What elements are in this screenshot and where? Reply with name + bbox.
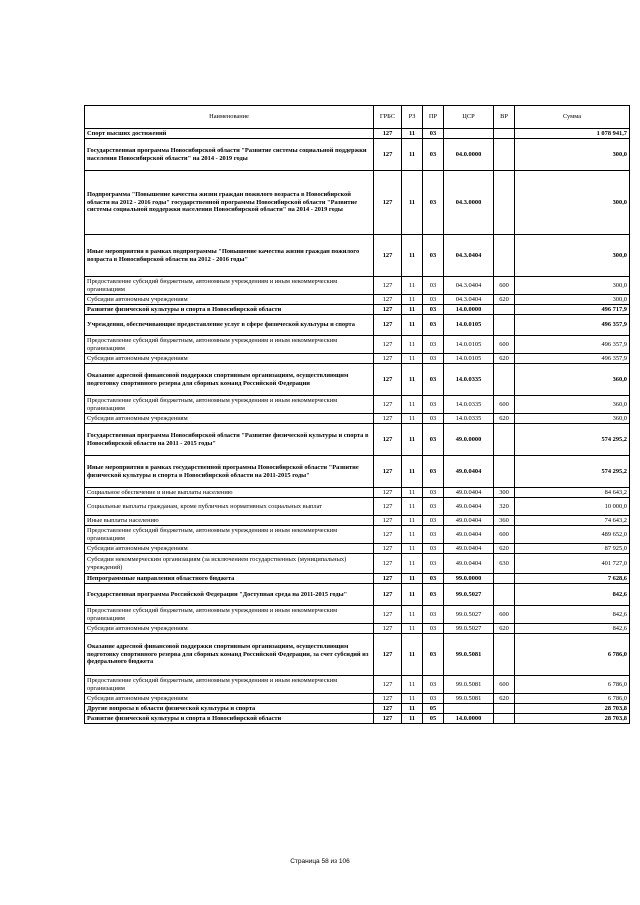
header-vr: ВР <box>494 106 515 129</box>
row-vr <box>494 235 515 277</box>
table-row <box>85 676 630 694</box>
row-vr: 620 <box>494 295 515 305</box>
row-sum: 360,0 <box>515 364 630 396</box>
row-pr: 03 <box>423 584 444 606</box>
row-grbs: 127 <box>374 424 402 456</box>
row-vr: 600 <box>494 676 515 694</box>
row-csr: 49.0.0404 <box>444 526 494 544</box>
row-vr <box>494 129 515 139</box>
row-csr: 49.0.0404 <box>444 554 494 574</box>
table-row <box>85 171 630 235</box>
row-grbs: 127 <box>374 277 402 295</box>
row-pr: 03 <box>423 488 444 498</box>
row-name: Спорт высших достижений <box>85 129 374 139</box>
row-vr <box>494 305 515 315</box>
table-row <box>85 606 630 624</box>
row-csr: 14.0.0000 <box>444 305 494 315</box>
row-sum: 574 295,2 <box>515 456 630 488</box>
table-row <box>85 235 630 277</box>
row-vr <box>494 584 515 606</box>
row-rz: 11 <box>402 414 423 424</box>
table-row <box>85 704 630 714</box>
row-sum: 6 786,0 <box>515 634 630 676</box>
row-rz: 11 <box>402 544 423 554</box>
row-name: Предоставление субсидий бюджетным, автономным учреждениям и иным некоммерческим организациям <box>85 396 374 414</box>
row-rz: 11 <box>402 694 423 704</box>
row-name: Развитие физической культуры и спорта в Новосибирской области <box>85 714 374 724</box>
row-vr: 600 <box>494 277 515 295</box>
row-rz: 11 <box>402 364 423 396</box>
table-row <box>85 129 630 139</box>
row-rz: 11 <box>402 714 423 724</box>
row-vr: 600 <box>494 606 515 624</box>
row-name: Оказание адресной финансовой поддержки спортивным организациям, осуществляющим подготовку спортивного резерва для сборных команд Российской Федерации <box>85 364 374 396</box>
table-row <box>85 336 630 354</box>
row-pr: 03 <box>423 336 444 354</box>
row-name: Субсидии автономным учреждениям <box>85 694 374 704</box>
row-vr <box>494 171 515 235</box>
row-grbs: 127 <box>374 315 402 336</box>
table-row <box>85 584 630 606</box>
row-sum: 74 643,2 <box>515 516 630 526</box>
row-csr: 99.0.5027 <box>444 624 494 634</box>
row-grbs: 127 <box>374 606 402 624</box>
row-name: Государственная программа Новосибирской области "Развитие системы социальной поддержки населения Новосибирской области" на 2014 - 2019 годы <box>85 139 374 171</box>
row-pr: 03 <box>423 364 444 396</box>
row-name: Субсидии автономным учреждениям <box>85 624 374 634</box>
row-csr: 14.0.0105 <box>444 354 494 364</box>
header-sum: Сумма <box>515 106 630 129</box>
row-csr: 99.0.5081 <box>444 694 494 704</box>
row-csr: 14.0.0335 <box>444 396 494 414</box>
row-vr: 620 <box>494 414 515 424</box>
row-grbs: 127 <box>374 295 402 305</box>
row-sum: 360,0 <box>515 396 630 414</box>
row-rz: 11 <box>402 676 423 694</box>
row-vr: 620 <box>494 624 515 634</box>
row-rz: 11 <box>402 526 423 544</box>
row-name: Предоставление субсидий бюджетным, автономным учреждениям и иным некоммерческим организациям <box>85 277 374 295</box>
table-row <box>85 315 630 336</box>
row-sum: 489 652,0 <box>515 526 630 544</box>
row-pr: 03 <box>423 295 444 305</box>
row-csr: 99.0.5027 <box>444 606 494 624</box>
row-grbs: 127 <box>374 139 402 171</box>
row-csr: 49.0.0404 <box>444 516 494 526</box>
row-vr: 600 <box>494 396 515 414</box>
row-vr: 620 <box>494 694 515 704</box>
row-vr <box>494 634 515 676</box>
row-name: Предоставление субсидий бюджетным, автономным учреждениям и иным некоммерческим организациям <box>85 676 374 694</box>
row-csr <box>444 129 494 139</box>
row-vr <box>494 315 515 336</box>
row-grbs: 127 <box>374 498 402 516</box>
page-number: Страница 58 из 106 <box>290 858 350 865</box>
row-sum: 842,6 <box>515 624 630 634</box>
table-row <box>85 516 630 526</box>
row-rz: 11 <box>402 129 423 139</box>
row-rz: 11 <box>402 235 423 277</box>
row-grbs: 127 <box>374 554 402 574</box>
row-vr <box>494 574 515 584</box>
row-csr: 99.0.5081 <box>444 634 494 676</box>
row-grbs: 127 <box>374 305 402 315</box>
row-pr: 03 <box>423 634 444 676</box>
row-vr: 620 <box>494 354 515 364</box>
table-row <box>85 424 630 456</box>
row-name: Предоставление субсидий бюджетным, автономным учреждениям и иным некоммерческим организациям <box>85 606 374 624</box>
row-sum: 401 727,0 <box>515 554 630 574</box>
row-grbs: 127 <box>374 336 402 354</box>
row-sum: 842,6 <box>515 584 630 606</box>
row-grbs: 127 <box>374 414 402 424</box>
row-name: Субсидии автономным учреждениям <box>85 544 374 554</box>
row-pr: 05 <box>423 714 444 724</box>
table-row <box>85 354 630 364</box>
table-row <box>85 694 630 704</box>
row-rz: 11 <box>402 171 423 235</box>
table-header <box>85 106 630 129</box>
row-pr: 03 <box>423 129 444 139</box>
table-row <box>85 305 630 315</box>
row-grbs: 127 <box>374 634 402 676</box>
table-row <box>85 396 630 414</box>
row-name: Иные мероприятия в рамках государственной программы Новосибирской области "Развитие физической культуры и спорта в Новосибирской области на 2011-2015 годы" <box>85 456 374 488</box>
table-row <box>85 277 630 295</box>
row-pr: 03 <box>423 516 444 526</box>
row-rz: 11 <box>402 554 423 574</box>
row-vr: 600 <box>494 336 515 354</box>
row-sum: 574 295,2 <box>515 424 630 456</box>
row-name: Субсидии автономным учреждениям <box>85 354 374 364</box>
table-row <box>85 456 630 488</box>
row-csr: 14.0.0105 <box>444 336 494 354</box>
row-grbs: 127 <box>374 574 402 584</box>
row-rz: 11 <box>402 305 423 315</box>
row-grbs: 127 <box>374 396 402 414</box>
row-grbs: 127 <box>374 624 402 634</box>
table-row <box>85 414 630 424</box>
table-row <box>85 526 630 544</box>
row-vr: 620 <box>494 544 515 554</box>
row-vr: 360 <box>494 516 515 526</box>
header-csr: ЦСР <box>444 106 494 129</box>
row-rz: 11 <box>402 139 423 171</box>
table-row <box>85 488 630 498</box>
row-pr: 03 <box>423 424 444 456</box>
row-grbs: 127 <box>374 516 402 526</box>
budget-table <box>84 105 630 724</box>
row-csr <box>444 704 494 714</box>
header-name: Наименование <box>85 106 374 129</box>
row-pr: 03 <box>423 171 444 235</box>
row-sum: 496 717,9 <box>515 305 630 315</box>
row-sum: 84 643,2 <box>515 488 630 498</box>
row-csr: 49.0.0404 <box>444 498 494 516</box>
row-name: Государственная программа Российской Федерации "Доступная среда на 2011-2015 годы" <box>85 584 374 606</box>
row-csr: 49.0.0404 <box>444 488 494 498</box>
row-sum: 10 000,0 <box>515 498 630 516</box>
row-csr: 99.0.0000 <box>444 574 494 584</box>
table-row <box>85 554 630 574</box>
row-sum: 300,0 <box>515 139 630 171</box>
row-name: Подпрограмма "Повышение качества жизни граждан пожилого возраста в Новосибирской области на 2012 - 2016 годы" государственной программы Новосибирской области "Развитие системы социальной поддержки населения Новосибирской области" на 2014 - 2019 годы <box>85 171 374 235</box>
row-rz: 11 <box>402 574 423 584</box>
row-rz: 11 <box>402 456 423 488</box>
row-csr: 04.3.0404 <box>444 295 494 305</box>
row-name: Субсидии автономным учреждениям <box>85 295 374 305</box>
row-pr: 03 <box>423 544 444 554</box>
row-rz: 11 <box>402 315 423 336</box>
row-rz: 11 <box>402 624 423 634</box>
row-pr: 03 <box>423 396 444 414</box>
table-row <box>85 544 630 554</box>
row-vr <box>494 714 515 724</box>
row-pr: 03 <box>423 235 444 277</box>
row-vr <box>494 424 515 456</box>
row-grbs: 127 <box>374 544 402 554</box>
row-sum: 300,0 <box>515 235 630 277</box>
table-row <box>85 634 630 676</box>
row-csr: 04.0.0000 <box>444 139 494 171</box>
row-grbs: 127 <box>374 676 402 694</box>
row-grbs: 127 <box>374 488 402 498</box>
row-csr: 14.0.0105 <box>444 315 494 336</box>
row-name: Учреждения, обеспечивающие предоставление услуг в сфере физической культуры и спорта <box>85 315 374 336</box>
row-csr: 49.0.0404 <box>444 544 494 554</box>
row-csr: 99.0.5027 <box>444 584 494 606</box>
row-csr: 04.3.0404 <box>444 277 494 295</box>
row-sum: 300,0 <box>515 277 630 295</box>
row-sum: 496 357,9 <box>515 354 630 364</box>
row-pr: 03 <box>423 554 444 574</box>
row-vr <box>494 704 515 714</box>
row-name: Субсидии автономным учреждениям <box>85 414 374 424</box>
row-pr: 03 <box>423 456 444 488</box>
row-name: Иные мероприятия в рамках подпрограммы "Повышение качества жизни граждан пожилого возраста в Новосибирской области на 2012 - 2016 годы" <box>85 235 374 277</box>
row-pr: 03 <box>423 498 444 516</box>
row-csr: 14.0.0000 <box>444 714 494 724</box>
row-rz: 11 <box>402 498 423 516</box>
row-rz: 11 <box>402 424 423 456</box>
row-sum: 496 357,9 <box>515 315 630 336</box>
row-vr <box>494 456 515 488</box>
table-body <box>85 129 630 724</box>
table-row <box>85 574 630 584</box>
row-sum: 1 078 941,7 <box>515 129 630 139</box>
row-vr <box>494 364 515 396</box>
row-pr: 03 <box>423 354 444 364</box>
row-name: Иные выплаты населению <box>85 516 374 526</box>
row-name: Государственная программа Новосибирской области "Развитие физической культуры и спорта в Новосибирской области на 2011 - 2015 годы" <box>85 424 374 456</box>
row-vr <box>494 139 515 171</box>
row-vr: 320 <box>494 498 515 516</box>
row-pr: 03 <box>423 526 444 544</box>
table-row <box>85 714 630 724</box>
row-grbs: 127 <box>374 704 402 714</box>
row-name: Предоставление субсидий бюджетным, автономным учреждениям и иным некоммерческим организациям <box>85 336 374 354</box>
row-sum: 360,0 <box>515 414 630 424</box>
header-rz: РЗ <box>402 106 423 129</box>
row-csr: 04.3.0000 <box>444 171 494 235</box>
table-row <box>85 364 630 396</box>
row-csr: 04.3.0404 <box>444 235 494 277</box>
row-sum: 7 628,6 <box>515 574 630 584</box>
row-rz: 11 <box>402 277 423 295</box>
row-name: Социальные выплаты гражданам, кроме публичных нормативных социальных выплат <box>85 498 374 516</box>
row-grbs: 127 <box>374 171 402 235</box>
row-rz: 11 <box>402 704 423 714</box>
row-rz: 11 <box>402 396 423 414</box>
row-sum: 842,6 <box>515 606 630 624</box>
row-rz: 11 <box>402 336 423 354</box>
row-name: Непрограммные направления областного бюджета <box>85 574 374 584</box>
row-sum: 300,0 <box>515 171 630 235</box>
table-row <box>85 139 630 171</box>
row-name: Субсидии некоммерческим организациям (за исключением государственных (муниципальных) учреждений) <box>85 554 374 574</box>
row-pr: 03 <box>423 676 444 694</box>
row-vr: 300 <box>494 488 515 498</box>
row-pr: 03 <box>423 574 444 584</box>
row-grbs: 127 <box>374 364 402 396</box>
row-grbs: 127 <box>374 354 402 364</box>
row-sum: 300,0 <box>515 295 630 305</box>
table-row <box>85 624 630 634</box>
row-rz: 11 <box>402 354 423 364</box>
row-pr: 03 <box>423 624 444 634</box>
row-pr: 03 <box>423 305 444 315</box>
row-sum: 28 703,8 <box>515 714 630 724</box>
row-grbs: 127 <box>374 235 402 277</box>
row-name: Предоставление субсидий бюджетным, автономным учреждениям и иным некоммерческим организациям <box>85 526 374 544</box>
row-sum: 496 357,9 <box>515 336 630 354</box>
row-pr: 03 <box>423 694 444 704</box>
header-grbs: ГРБС <box>374 106 402 129</box>
table-row <box>85 498 630 516</box>
row-pr: 03 <box>423 606 444 624</box>
row-grbs: 127 <box>374 584 402 606</box>
row-pr: 03 <box>423 315 444 336</box>
row-csr: 49.0.0404 <box>444 456 494 488</box>
row-pr: 05 <box>423 704 444 714</box>
row-name: Развитие физической культуры и спорта в Новосибирской области <box>85 305 374 315</box>
row-grbs: 127 <box>374 456 402 488</box>
row-name: Социальное обеспечение и иные выплаты населению <box>85 488 374 498</box>
row-vr: 630 <box>494 554 515 574</box>
row-grbs: 127 <box>374 526 402 544</box>
table-row <box>85 295 630 305</box>
header-pr: ПР <box>423 106 444 129</box>
row-rz: 11 <box>402 634 423 676</box>
row-rz: 11 <box>402 516 423 526</box>
row-grbs: 127 <box>374 714 402 724</box>
row-csr: 14.0.0335 <box>444 364 494 396</box>
row-pr: 03 <box>423 139 444 171</box>
row-pr: 03 <box>423 277 444 295</box>
row-rz: 11 <box>402 295 423 305</box>
row-vr: 600 <box>494 526 515 544</box>
row-rz: 11 <box>402 584 423 606</box>
header-row <box>85 106 630 129</box>
row-grbs: 127 <box>374 129 402 139</box>
row-grbs: 127 <box>374 694 402 704</box>
row-name: Другие вопросы в области физической культуры и спорта <box>85 704 374 714</box>
row-csr: 49.0.0000 <box>444 424 494 456</box>
row-sum: 28 703,8 <box>515 704 630 714</box>
row-csr: 14.0.0335 <box>444 414 494 424</box>
row-rz: 11 <box>402 488 423 498</box>
row-rz: 11 <box>402 606 423 624</box>
row-pr: 03 <box>423 414 444 424</box>
row-csr: 99.0.5081 <box>444 676 494 694</box>
row-sum: 6 786,0 <box>515 694 630 704</box>
row-name: Оказание адресной финансовой поддержки спортивным организациям, осуществляющим подготовку спортивного резерва для сборных команд Российской Федерации, за счет субсидий из федерального бюджета <box>85 634 374 676</box>
row-sum: 87 925,0 <box>515 544 630 554</box>
row-sum: 6 786,0 <box>515 676 630 694</box>
